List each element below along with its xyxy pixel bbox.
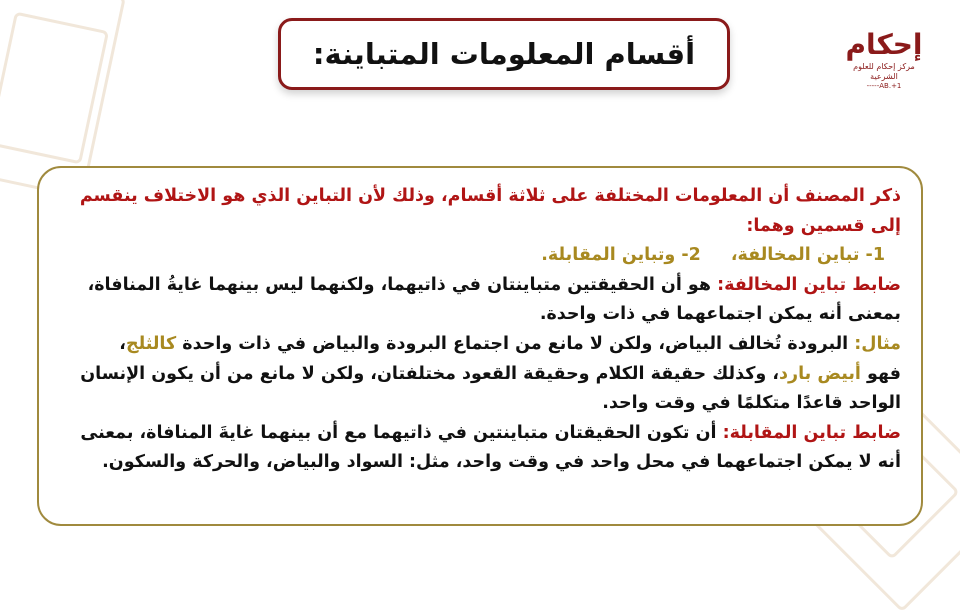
- example-line: الواحد قاعدًا متكلمًا في وقت واحد.: [602, 393, 901, 414]
- title-box: [278, 18, 730, 90]
- division-list: [53, 241, 901, 271]
- intro-line: إلى قسمين وهما:: [746, 215, 901, 236]
- rule-opposition-difference: [53, 271, 901, 301]
- intro-line: ذكر المصنف أن المعلومات المختلفة على ثلاثة أقسام، وذلك لأن التباين الذي هو الاختلاف ينقسم: [79, 186, 901, 206]
- logo-mark: إحكام: [845, 28, 923, 61]
- content-box: [37, 166, 923, 526]
- example-text: ، وكذلك حقيقة الكلام وحقيقة القعود مختلفتان، ولكن لا مانع من أن يكون الإنسان: [80, 363, 780, 384]
- logo-subtitle: مركز إحكام للعلوم الشرعية: [853, 62, 915, 81]
- example-text: فهو: [860, 363, 901, 384]
- rule-continuation: أنه لا يمكن اجتماعهما في محل واحد في وقت واحد، مثل: السواد والبياض، والحركة والسكون.: [102, 452, 901, 473]
- rule-continuation: بمعنى أنه يمكن اجتماعهما في ذات واحدة.: [539, 304, 901, 325]
- rule-opposition-contrary: [53, 419, 901, 449]
- example-highlight: كالثلج: [125, 333, 177, 354]
- example-highlight: أبيض بارد: [779, 363, 861, 384]
- page-title: أقسام المعلومات المتباينة:: [312, 37, 696, 71]
- example-line: [53, 330, 901, 360]
- example-line: [53, 360, 901, 390]
- example-label: مثال:: [854, 333, 901, 354]
- rule-label: ضابط تباين المخالفة:: [717, 274, 901, 295]
- rule-text: هو أن الحقيقتين متباينتان في ذاتيهما، ولكنهما ليس بينهما غايةُ المنافاة،: [87, 274, 718, 295]
- division-item-1: 1- تباين المخالفة،: [730, 245, 885, 266]
- example-punct: ،: [119, 333, 126, 354]
- rule-text: أن تكون الحقيقتان متباينتين في ذاتيهما مع أن بينهما غايةَ المنافاة، بمعنى: [80, 422, 723, 443]
- example-text: البرودة تُخالف البياض، ولكن لا مانع من اجتماع البرودة والبياض في ذات واحدة: [176, 333, 855, 354]
- rule-label: ضابط تباين المقابلة:: [722, 422, 901, 443]
- logo-code: AB.+1-----: [866, 82, 902, 90]
- logo: [842, 28, 926, 92]
- division-item-2: 2- وتباين المقابلة.: [541, 245, 701, 266]
